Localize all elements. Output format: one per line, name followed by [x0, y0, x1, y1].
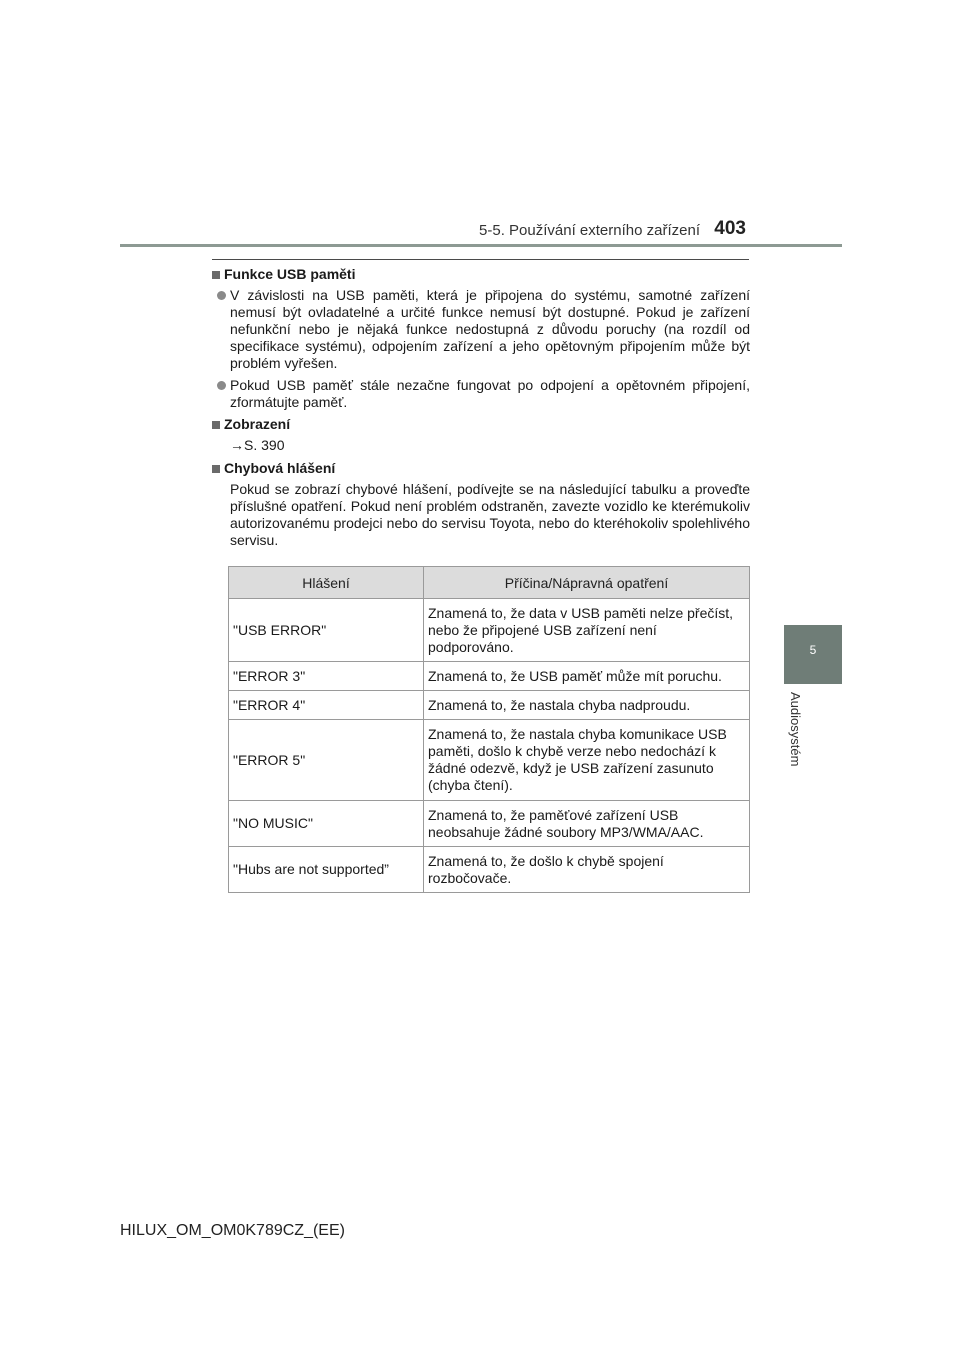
chapter-tab: [784, 625, 842, 684]
cause-cell: Znamená to, že nastala chyba nadproudu.: [424, 691, 750, 720]
section-errors-heading: [212, 460, 750, 477]
errors-paragraph: Pokud se zobrazí chybové hlášení, podívejte se na následující tabulku a proveďte příslušné opatření. Pokud není problém odstraněn, zavezte vozidlo ke kterémukoliv autorizovanému prodejci nebo do servisu Toyota, nebo do kteréhokoliv spolehlivého servisu.: [230, 481, 750, 548]
message-cell: "ERROR 5": [229, 720, 424, 801]
error-messages-table: [228, 566, 750, 893]
message-cell: "ERROR 3": [229, 662, 424, 691]
table-row: [229, 662, 750, 691]
cause-cell: Znamená to, že došlo k chybě spojení rozbočovače.: [424, 847, 750, 893]
section-usb-title: Funkce USB paměti: [224, 266, 356, 282]
cause-cell: Znamená to, že nastala chyba komunikace USB paměti, došlo k chybě verze nebo nedochází k žádné odezvě, když je USB zařízení zasunuto (chyba čtení).: [424, 720, 750, 801]
table-row: [229, 720, 750, 801]
table-row: [229, 691, 750, 720]
chapter-label: [788, 692, 808, 767]
page-reference: →S. 390: [230, 437, 285, 453]
chapter-label-text: Audiosystém: [788, 692, 803, 767]
document-id: HILUX_OM_OM0K789CZ_(EE): [120, 1222, 345, 1239]
section-square-icon: [212, 465, 220, 473]
table-row: [229, 599, 750, 662]
message-cell: "NO MUSIC": [229, 801, 424, 847]
page-number: 403: [714, 218, 746, 239]
message-cell: "USB ERROR": [229, 599, 424, 662]
table-header-cause: Příčina/Nápravná opatření: [424, 567, 750, 599]
bullet-text: V závislosti na USB paměti, která je připojena do systému, samotné zařízení nemusí být ovladatelné a určité funkce nemusí být dostupné. Pokud je zařízení nefunkční nebo je nějaká funkce nedostupná z důvodu poruchy (na rozdíl od specifikace systému), odpojením zařízení a jeho opětovným připojením může být problém vyřešen.: [230, 287, 750, 371]
section-display-title: Zobrazení: [224, 416, 291, 432]
content-top-rule: [212, 259, 749, 260]
bullet-dot-icon: [217, 291, 226, 300]
header-section-title: 5-5. Používání externího zařízení: [479, 222, 700, 239]
section-errors-title: Chybová hlášení: [224, 460, 336, 476]
bullet-text: Pokud USB paměť stále nezačne fungovat po odpojení a opětovném připojení, zformátujte paměť.: [230, 377, 750, 410]
cause-cell: Znamená to, že USB paměť může mít poruchu.: [424, 662, 750, 691]
page-content: [212, 266, 750, 555]
table-row: [229, 847, 750, 893]
table-header-row: [229, 567, 750, 599]
section-square-icon: [212, 271, 220, 279]
table-header-message: Hlášení: [229, 567, 424, 599]
section-display-heading: [212, 416, 750, 433]
chapter-number: 5: [809, 643, 817, 657]
bullet-item: [212, 287, 750, 372]
cause-cell: Znamená to, že paměťové zařízení USB neobsahuje žádné soubory MP3/WMA/AAC.: [424, 801, 750, 847]
section-square-icon: [212, 421, 220, 429]
section-usb-heading: [212, 266, 750, 283]
cause-cell: Znamená to, že data v USB paměti nelze přečíst, nebo že připojené USB zařízení není podporováno.: [424, 599, 750, 662]
bullet-dot-icon: [217, 381, 226, 390]
message-cell: "ERROR 4": [229, 691, 424, 720]
message-cell: "Hubs are not supported”: [229, 847, 424, 893]
header-rule: [120, 244, 842, 247]
bullet-item: [212, 377, 750, 411]
table-row: [229, 801, 750, 847]
